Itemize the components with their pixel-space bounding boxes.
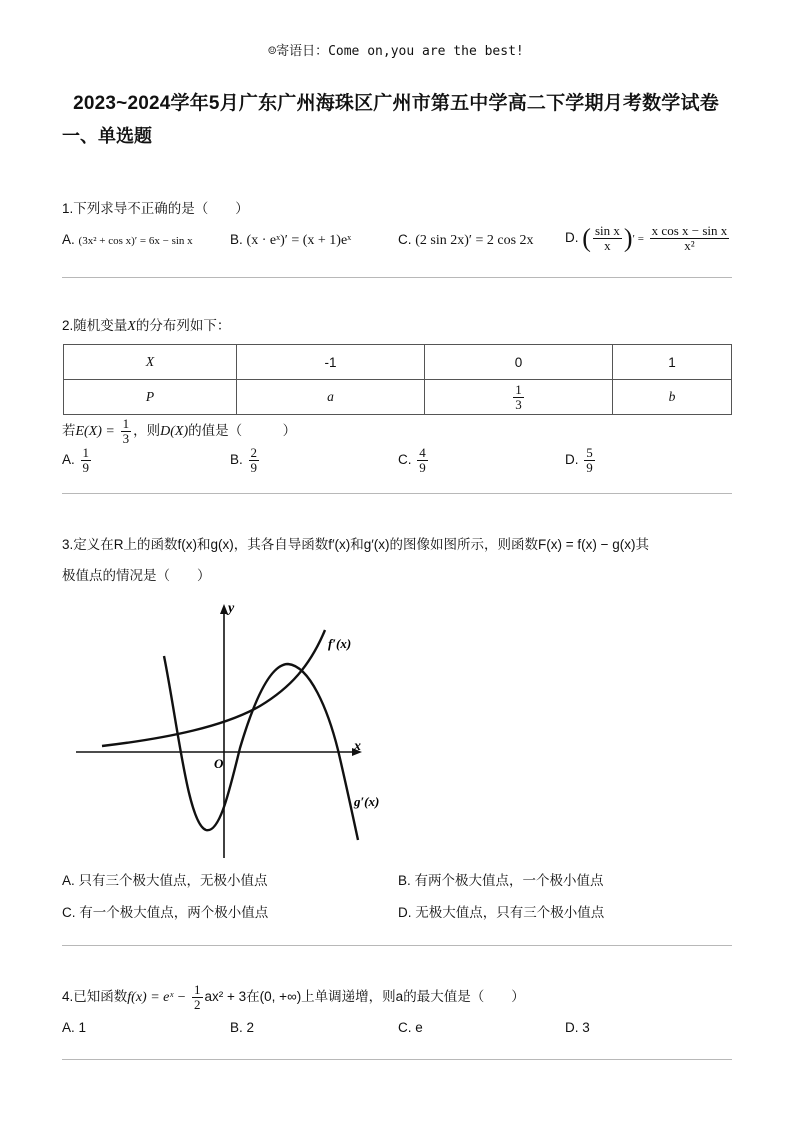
q4-option-d[interactable]: D. 3 [565,1020,590,1035]
q2-stem: 2.随机变量X的分布列如下： [62,318,231,334]
table-row [64,380,732,415]
option-expr: (3x² + cos x)′ = 6x − sin x [78,235,193,247]
fraction: $\frac{2}{9}$ [250,445,258,475]
q4-option-c[interactable]: C. e [398,1020,423,1035]
q3-option-a[interactable]: A. 只有三个极大值点，无极小值点 [62,873,268,888]
q4-stem: 4.已知函数f(x) = eˣ − $\frac{1}{2}$ ax² + 3在(0, +∞)上单调递增，则a的最大值是（ ） [62,982,525,1012]
fraction: $\frac{5}{9}$ [586,445,593,475]
separator [62,493,732,494]
exam-title: 2023~2024学年5月广东广州海珠区广州市第五中学高二下学期月考数学试卷 [73,93,719,114]
table-row [64,345,732,380]
q4-option-a[interactable]: A. 1 [62,1020,87,1035]
q4-option-b[interactable]: B. 2 [230,1020,255,1035]
option-expr: (2 sin 2x)′ = 2 cos 2x [415,233,534,248]
option-label: D. [565,230,579,246]
q1-stem: 1.下列求导不正确的是（ ） [62,201,249,216]
f-prime-label: f′(x) [328,636,352,651]
derivative-graph [60,596,380,866]
distribution-table [63,344,732,415]
y-axis-arrow [220,604,228,614]
fraction: $\frac{1}{2}$ [194,982,201,1012]
option-expr: (x · eˣ)′ = (x + 1)eˣ [246,233,352,248]
table-cell: b [613,380,732,415]
q1-option-d[interactable]: D. ( $\frac{\text{sin x}}{x}$ )′ = $\frac{\text{x cos x − sin x}}{\text{x²}}$ [565,223,728,253]
separator [62,277,732,278]
q1-option-a[interactable] [62,230,193,251]
q3-option-c[interactable]: C. 有一个极大值点，两个极小值点 [62,905,269,920]
table-cell: 0 [425,345,613,380]
separator [62,945,732,946]
fraction: $\frac{1}{9}$ [82,445,90,475]
separator [62,1059,732,1060]
q2-option-c[interactable]: C. $\frac{4}{9}$ [398,445,426,475]
motto: ☺寄语日：Come on,you are the best! [268,44,524,59]
q3-option-d[interactable]: D. 无极大值点，只有三个极小值点 [398,905,605,920]
section-heading: 一、单选题 [62,126,152,146]
fraction: $\frac{1}{3}$ [515,381,522,412]
q3-stem-line2: 极值点的情况是（ ） [62,568,211,583]
f-prime-curve [102,630,325,746]
option-label: C. [398,232,412,247]
q3-stem-line1: 3.定义在R上的函数f(x)和g(x)，其各自导函数f′(x)和g′(x)的图像如图所示，则函数F(x) = f(x) − g(x)其 [62,537,650,552]
option-label: A. [62,232,75,247]
q2-option-b[interactable]: B. $\frac{2}{9}$ [230,445,258,475]
q2-option-d[interactable]: D. $\frac{5}{9}$ [565,445,593,475]
table-cell: -1 [237,345,425,380]
q2-condition: 若E(X) = $\frac{1}{3}$ ，则D(X)的值是（ ） [62,416,297,446]
g-prime-curve [164,656,358,840]
d-rhs-fraction: $\frac{\text{x cos x − sin x}}{\text{x²}}$ [651,223,728,253]
row-label-p: P [64,380,237,415]
q1-option-b[interactable] [230,230,351,251]
option-label: B. [230,232,243,247]
fraction: $\frac{4}{9}$ [419,445,426,475]
table-cell: a [237,380,425,415]
x-axis-label: x [354,739,361,754]
table-cell [425,380,613,415]
g-prime-label: g′(x) [354,794,380,809]
y-axis-label: y [228,601,235,616]
q1-option-c[interactable] [398,230,534,251]
q3-option-b[interactable]: B. 有两个极大值点，一个极小值点 [398,873,604,888]
d-lhs-fraction: $\frac{\text{sin x}}{x}$ [594,223,620,253]
origin-label: O [214,756,224,771]
table-cell: 1 [613,345,732,380]
q2-option-a[interactable]: A. $\frac{1}{9}$ [62,445,90,475]
fraction: $\frac{1}{3}$ [122,416,130,446]
row-label-x: X [64,345,237,380]
